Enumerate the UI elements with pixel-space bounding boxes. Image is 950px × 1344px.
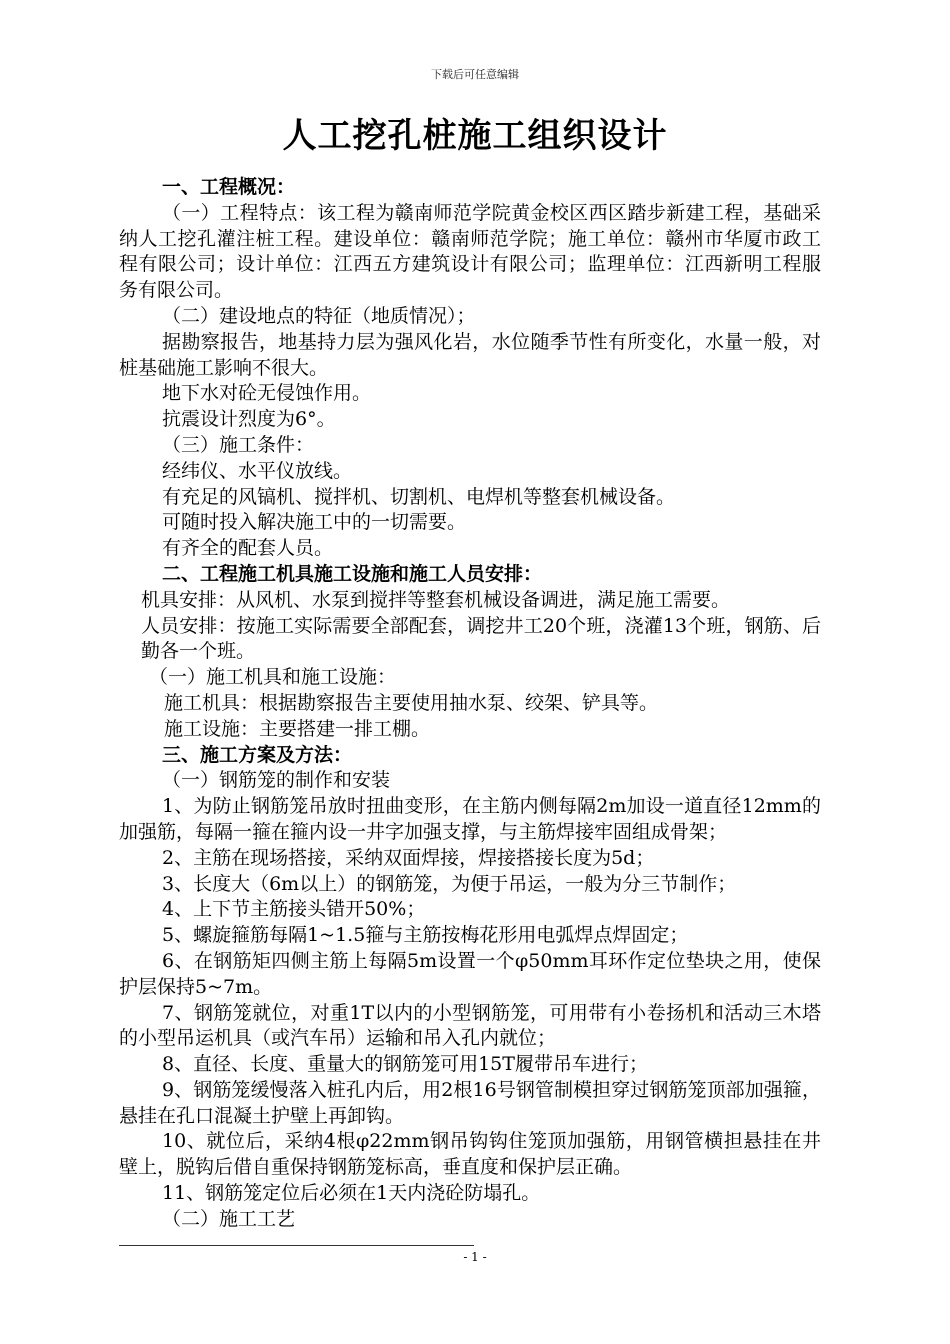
header-note: 下载后可任意编辑: [431, 68, 519, 81]
section-heading: 二、工程施工机具施工设施和施工人员安排：: [162, 562, 543, 585]
section-heading: 一、工程概况：: [162, 176, 296, 198]
body-paragraph: （三）施工条件：: [162, 433, 315, 456]
body-paragraph: 人员安排：按施工实际需要全部配套，调挖井工20个班，浇灌13个班，钢筋、后勤各一个班。: [141, 614, 821, 663]
body-paragraph: 机具安排：从风机、水泵到搅拌等整套机械设备调进，满足施工需要。: [141, 588, 731, 611]
document-title: 人工挖孔桩施工组织设计: [282, 116, 668, 156]
body-paragraph: 3、长度大（6m以上）的钢筋笼，为便于吊运，一般为分三节制作；: [162, 872, 737, 895]
body-paragraph: （二）施工工艺: [162, 1207, 296, 1230]
body-paragraph: 2、主筋在现场搭接，采纳双面焊接，焊接搭接长度为5d；: [162, 846, 655, 869]
section-heading: 三、施工方案及方法：: [162, 743, 353, 766]
page-number: - 1 -: [463, 1250, 487, 1264]
body-paragraph: （一）工程特点：该工程为赣南师范学院黄金校区西区踏步新建工程，基础采纳人工挖孔灌注桩工程。建设单位：赣南师范学院；施工单位：赣州市华厦市政工程有限公司；设计单位：江西五方建筑设计有限公司；监理单位：江西新明工程服务有限公司。: [119, 201, 821, 302]
body-paragraph: 据勘察报告，地基持力层为强风化岩，水位随季节性有所变化，水量一般，对桩基础施工影响不很大。: [119, 330, 821, 379]
body-paragraph: 9、钢筋笼缓慢落入桩孔内后，用2根16号钢管制模担穿过钢筋笼顶部加强箍，悬挂在孔口混凝土护壁上再卸钩。: [119, 1078, 821, 1127]
body-paragraph: 11、钢筋笼定位后必须在1天内浇砼防塌孔。: [162, 1182, 541, 1205]
body-paragraph: （一）钢筋笼的制作和安装: [162, 769, 391, 792]
body-paragraph: 可随时投入解决施工中的一切需要。: [162, 511, 467, 534]
body-paragraph: （一）施工机具和施工设施：: [149, 666, 397, 689]
body-paragraph: 施工机具：根据勘察报告主要使用抽水泵、绞架、铲具等。: [164, 691, 659, 714]
body-paragraph: 有充足的风镐机、搅拌机、切割机、电焊机等整套机械设备。: [162, 485, 676, 508]
body-paragraph: （二）建设地点的特征（地质情况）；: [162, 304, 476, 327]
document-body: [119, 175, 821, 1233]
body-paragraph: 有齐全的配套人员。: [162, 537, 334, 560]
body-paragraph: 5、螺旋箍筋每隔1~1.5箍与主筋按梅花形用电弧焊点焊固定；: [162, 924, 689, 947]
body-paragraph: 地下水对砼无侵蚀作用。: [162, 382, 372, 405]
body-paragraph: 经纬仪、水平仪放线。: [162, 459, 353, 482]
body-paragraph: 6、在钢筋矩四侧主筋上每隔5m设置一个φ50mm耳环作定位垫块之用，使保护层保持5~7m。: [119, 949, 821, 998]
body-paragraph: 1、为防止钢筋笼吊放时扭曲变形，在主筋内侧每隔2m加设一道直径12mm的加强筋，每隔一箍在箍内设一井字加强支撑，与主筋焊接牢固组成骨架；: [119, 795, 821, 843]
body-paragraph: 8、直径、长度、重量大的钢筋笼可用15T履带吊车进行；: [162, 1053, 648, 1076]
footer-divider: [119, 1245, 474, 1246]
body-paragraph: 10、就位后，采纳4根φ22mm钢吊钩钩住笼顶加强筋，用钢管横担悬挂在井壁上，脱钩后借自重保持钢筋笼标高，垂直度和保护层正确。: [119, 1130, 821, 1179]
body-paragraph: 施工设施：主要搭建一排工棚。: [164, 717, 431, 740]
body-paragraph: 抗震设计烈度为6°。: [162, 408, 336, 431]
body-paragraph: 7、钢筋笼就位，对重1T以内的小型钢筋笼，可用带有小卷扬机和活动三木塔的小型吊运机具（或汽车吊）运输和吊入孔内就位；: [119, 1001, 821, 1050]
body-paragraph: 4、上下节主筋接头错开50%；: [162, 898, 426, 921]
